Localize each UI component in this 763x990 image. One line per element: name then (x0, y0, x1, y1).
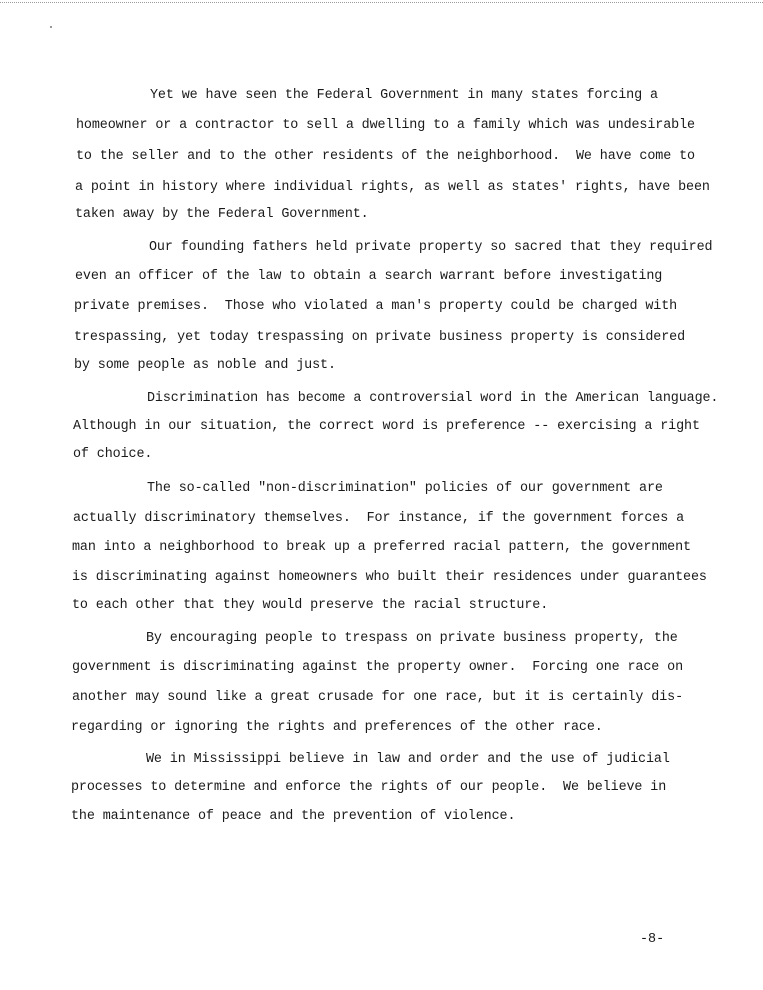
text-line: Discrimination has become a controversial word in the American language. (147, 391, 719, 406)
text-line: processes to determine and enforce the rights of our people. We believe in (71, 780, 667, 795)
text-line: We in Mississippi believe in law and order and the use of judicial (146, 752, 670, 767)
stray-ink-mark (50, 26, 52, 28)
text-line: homeowner or a contractor to sell a dwelling to a family which was undesirable (76, 118, 695, 133)
text-line: Our founding fathers held private property so sacred that they required (149, 240, 713, 255)
text-line: regarding or ignoring the rights and preferences of the other race. (71, 720, 603, 735)
text-line: taken away by the Federal Government. (75, 207, 369, 222)
text-line: By encouraging people to trespass on private business property, the (146, 631, 678, 646)
text-line: a point in history where individual rights, as well as states' rights, have been (75, 180, 710, 195)
text-line: of choice. (73, 447, 153, 462)
text-line: Although in our situation, the correct word is preference -- exercising a right (73, 419, 700, 434)
text-line: actually discriminatory themselves. For instance, if the government forces a (73, 511, 685, 526)
text-line: Yet we have seen the Federal Government in many states forcing a (150, 88, 658, 103)
text-line: another may sound like a great crusade for one race, but it is certainly dis- (72, 690, 684, 705)
text-line: the maintenance of peace and the prevention of violence. (71, 809, 516, 824)
text-line: private premises. Those who violated a man's property could be charged with (74, 299, 678, 314)
text-line: The so-called "non-discrimination" policies of our government are (147, 481, 663, 496)
text-line: to each other that they would preserve the racial structure. (72, 598, 549, 613)
page-top-border (0, 2, 763, 3)
text-line: even an officer of the law to obtain a search warrant before investigating (75, 269, 663, 284)
text-line: is discriminating against homeowners who built their residences under guarantees (72, 570, 707, 585)
page-number: -8- (640, 932, 665, 947)
text-line: by some people as noble and just. (74, 358, 336, 373)
text-line: to the seller and to the other residents of the neighborhood. We have come to (76, 149, 695, 164)
text-line: man into a neighborhood to break up a preferred racial pattern, the government (72, 540, 691, 555)
text-line: government is discriminating against the property owner. Forcing one race on (72, 660, 684, 675)
text-line: trespassing, yet today trespassing on private business property is considered (74, 330, 686, 345)
